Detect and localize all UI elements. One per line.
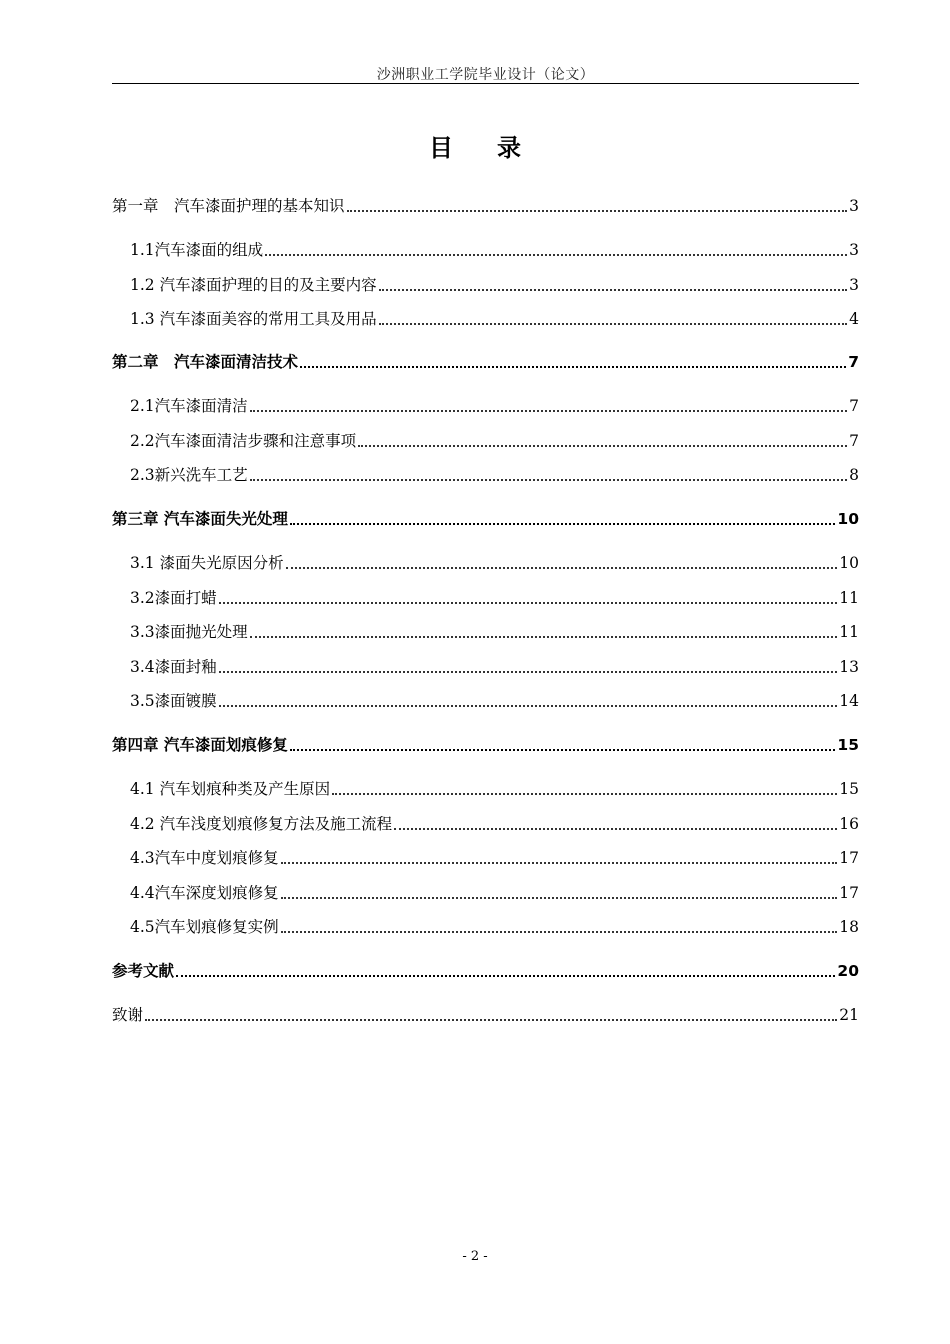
toc-entry-label: 3.2漆面打蜡 — [130, 589, 217, 607]
toc-entry[interactable] — [112, 1003, 859, 1027]
toc-entry-page: 4 — [849, 310, 859, 328]
toc-entry[interactable] — [130, 429, 859, 453]
toc-entry-label: 3.5漆面镀膜 — [130, 692, 217, 710]
toc-entry-page: 13 — [839, 658, 859, 676]
toc-entry[interactable] — [130, 394, 859, 418]
toc-entry-page: 16 — [839, 815, 859, 833]
toc-entry-label: 1.1汽车漆面的组成 — [130, 241, 264, 259]
toc-leader-dots — [250, 479, 847, 481]
toc-title-char-2: 录 — [497, 134, 521, 162]
toc-leader-dots — [265, 254, 847, 256]
toc-entry-page: 17 — [839, 849, 859, 867]
toc-entry-label: 4.2 汽车浅度划痕修复方法及施工流程 — [130, 815, 393, 833]
toc-entry-page: 7 — [848, 353, 859, 371]
toc-entry[interactable] — [130, 307, 859, 331]
toc-entry-label: 3.4漆面封釉 — [130, 658, 217, 676]
toc-entry[interactable] — [130, 620, 859, 644]
toc-leader-dots — [145, 1019, 837, 1021]
toc-entry-label: 2.3新兴洗车工艺 — [130, 466, 248, 484]
toc-entry-label: 1.3 汽车漆面美容的常用工具及用品 — [130, 310, 377, 328]
toc-leader-dots — [176, 975, 835, 977]
header-rule — [112, 83, 859, 84]
toc-entry-page: 18 — [839, 918, 859, 936]
toc-leader-dots — [290, 749, 836, 751]
toc-entry[interactable] — [112, 959, 859, 983]
toc-leader-dots — [394, 828, 837, 830]
page-number: - 2 - — [462, 1249, 488, 1264]
toc-entry-label: 2.1汽车漆面清洁 — [130, 397, 248, 415]
toc-entry[interactable] — [130, 812, 859, 836]
toc-entry[interactable] — [130, 689, 859, 713]
toc-leader-dots — [379, 289, 848, 291]
toc-entry-label: 第二章 汽车漆面清洁技术 — [112, 353, 299, 371]
toc-leader-dots — [286, 567, 838, 569]
toc-title — [0, 128, 950, 163]
toc-entry[interactable] — [112, 194, 859, 218]
toc-entry[interactable] — [112, 507, 859, 531]
toc-leader-dots — [281, 897, 838, 899]
toc-entry-page: 11 — [839, 623, 859, 641]
toc-entry[interactable] — [130, 273, 859, 297]
toc-entry-page: 10 — [839, 554, 859, 572]
toc-leader-dots — [219, 671, 838, 673]
toc-entry-label: 4.5汽车划痕修复实例 — [130, 918, 279, 936]
toc-leader-dots — [347, 210, 848, 212]
toc-leader-dots — [250, 410, 847, 412]
toc-leader-dots — [281, 931, 838, 933]
page-header: 沙洲职业工学院毕业设计（论文） — [376, 67, 595, 83]
toc-entry-label: 4.4汽车深度划痕修复 — [130, 884, 279, 902]
toc-entry-label: 第三章 汽车漆面失光处理 — [112, 510, 288, 528]
toc-entry-page: 15 — [837, 736, 859, 754]
toc-entry-label: 3.1 漆面失光原因分析 — [130, 554, 284, 572]
toc-entry-page: 3 — [849, 197, 859, 215]
toc-entry-page: 7 — [849, 397, 859, 415]
toc-entry-label: 第四章 汽车漆面划痕修复 — [112, 736, 288, 754]
toc-entry-label: 4.1 汽车划痕种类及产生原因 — [130, 780, 331, 798]
toc-entry[interactable] — [130, 881, 859, 905]
toc-leader-dots — [379, 323, 848, 325]
toc-entry-page: 15 — [839, 780, 859, 798]
toc-leader-dots — [281, 862, 838, 864]
toc-leader-dots — [219, 705, 838, 707]
toc-entry[interactable] — [130, 655, 859, 679]
toc-entry-page: 17 — [839, 884, 859, 902]
toc-title-char-1: 目 — [429, 134, 453, 162]
toc-entry[interactable] — [130, 915, 859, 939]
toc-entry-page: 21 — [839, 1006, 859, 1024]
toc-leader-dots — [300, 366, 846, 368]
toc-entry-label: 3.3漆面抛光处理 — [130, 623, 248, 641]
toc-entry[interactable] — [130, 777, 859, 801]
toc-entry-label: 4.3汽车中度划痕修复 — [130, 849, 279, 867]
toc-entry[interactable] — [130, 586, 859, 610]
toc-entry-page: 7 — [849, 432, 859, 450]
toc-entry-page: 20 — [837, 962, 859, 980]
toc-entry-label: 参考文献 — [112, 962, 175, 980]
toc-entry-page: 3 — [849, 241, 859, 259]
toc-entry-label: 第一章 汽车漆面护理的基本知识 — [112, 197, 345, 215]
toc-entry[interactable] — [112, 733, 859, 757]
toc-leader-dots — [290, 523, 836, 525]
toc-entry-label: 1.2 汽车漆面护理的目的及主要内容 — [130, 276, 377, 294]
toc-entry-page: 3 — [849, 276, 859, 294]
toc-entry[interactable] — [130, 551, 859, 575]
toc-leader-dots — [219, 602, 838, 604]
toc-entry-label: 致谢 — [112, 1006, 144, 1024]
toc-leader-dots — [250, 636, 838, 638]
toc-entry[interactable] — [112, 350, 859, 374]
toc-entry[interactable] — [130, 238, 859, 262]
toc-entry-page: 14 — [839, 692, 859, 710]
toc-entry[interactable] — [130, 463, 859, 487]
toc-leader-dots — [332, 793, 837, 795]
toc-entry-page: 11 — [839, 589, 859, 607]
toc-entry-page: 8 — [849, 466, 859, 484]
toc-entry[interactable] — [130, 846, 859, 870]
toc-entry-page: 10 — [837, 510, 859, 528]
toc-entry-label: 2.2汽车漆面清洁步骤和注意事项 — [130, 432, 357, 450]
toc-leader-dots — [358, 445, 847, 447]
